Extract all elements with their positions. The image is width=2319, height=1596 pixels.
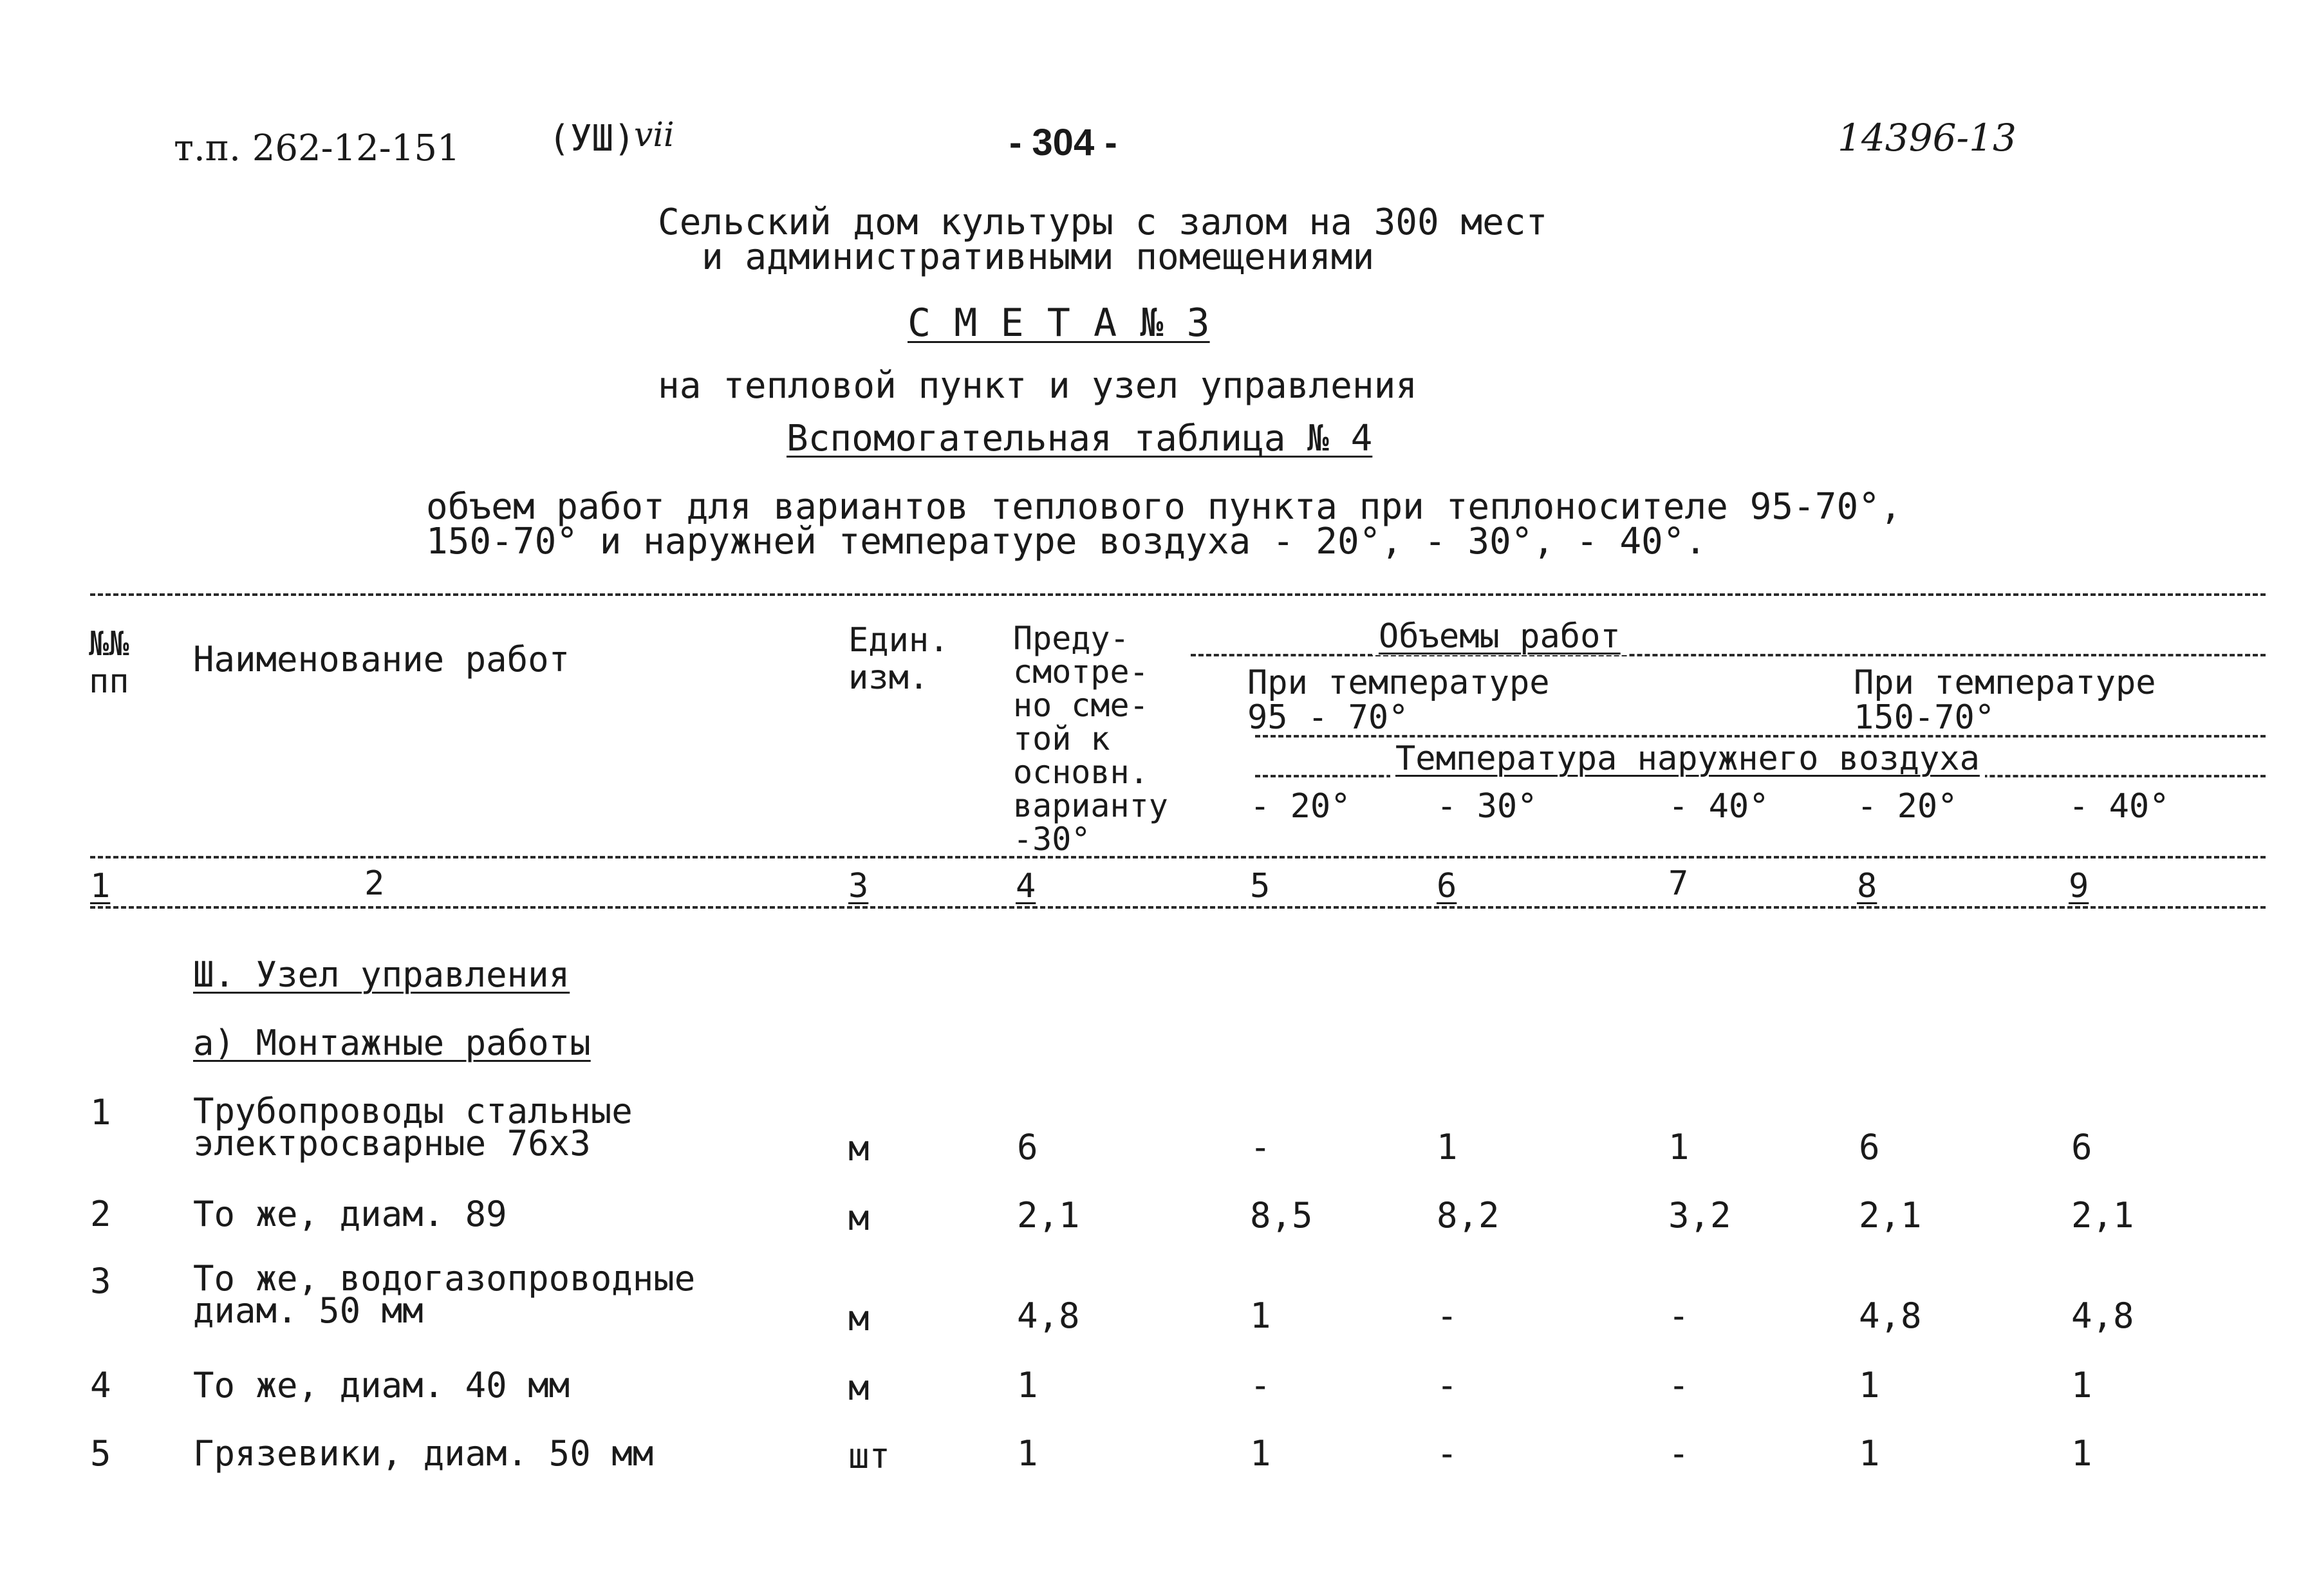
section-code: (УШ) xyxy=(548,118,635,160)
row-4-c6: - xyxy=(1437,1365,1458,1406)
head-bottom-rule xyxy=(90,856,2266,858)
subsection-heading: а) Монтажные работы xyxy=(193,1023,591,1063)
row-5-c5: 1 xyxy=(1250,1433,1271,1474)
row-5-num: 5 xyxy=(90,1433,111,1474)
row-1-c7: 1 xyxy=(1668,1127,1690,1167)
row-3-c5: 1 xyxy=(1250,1295,1271,1336)
row-4-c4: 1 xyxy=(1017,1365,1038,1406)
aux-table-title: Вспомогательная таблица № 4 xyxy=(787,418,1373,459)
col-head-planned: Преду- смотре- но сме- той к основн. варианту -30° xyxy=(1013,620,1168,858)
col-number-5: 5 xyxy=(1250,867,1271,905)
row-5-unit: шт xyxy=(848,1436,891,1476)
col-number-3: 3 xyxy=(848,867,869,905)
col-number-6: 6 xyxy=(1437,867,1457,905)
title-line-1: Сельский дом культуры с залом на 300 мест xyxy=(658,201,1548,243)
row-1-unit: м xyxy=(848,1128,870,1169)
col-number-2: 2 xyxy=(364,864,385,903)
row-2-c4: 2,1 xyxy=(1017,1195,1080,1236)
col-head-unit: Един. изм. xyxy=(848,621,949,697)
col-number-7: 7 xyxy=(1668,864,1689,903)
col-number-4: 4 xyxy=(1016,867,1036,905)
col-head-outdoor: Температура наружнего воздуха xyxy=(1390,740,1985,777)
row-2-c6: 8,2 xyxy=(1437,1195,1500,1236)
row-1-c8: 6 xyxy=(1859,1127,1880,1167)
row-3-name: То же, водогазопроводные диам. 50 мм xyxy=(193,1258,696,1331)
row-4-c5: - xyxy=(1250,1365,1271,1406)
row-4-name: То же, диам. 40 мм xyxy=(193,1365,570,1406)
description-line-2: 150-70° и наружней температуре воздуха - 20°, - 30°, - 40°. xyxy=(426,521,1707,562)
col-number-8: 8 xyxy=(1857,867,1877,905)
row-4-unit: м xyxy=(848,1368,870,1408)
description-line-1: объем работ для вариантов теплового пункта при теплоносителе 95-70°, xyxy=(426,486,1902,528)
row-4-c7: - xyxy=(1668,1365,1690,1406)
title-line-2: и административными помещениями xyxy=(702,236,1375,278)
row-5-c7: - xyxy=(1668,1433,1690,1474)
col-head-8: - 20° xyxy=(1857,787,1958,826)
row-5-c4: 1 xyxy=(1017,1433,1038,1474)
col-number-1: 1 xyxy=(90,867,111,905)
col-head-6: - 30° xyxy=(1437,787,1538,826)
col-head-volumes: Объемы работ xyxy=(1372,618,1627,655)
col-number-9: 9 xyxy=(2069,867,2089,905)
row-4-c8: 1 xyxy=(1859,1365,1880,1406)
col-head-num: №№ пп xyxy=(89,625,129,701)
section-handwritten: vii xyxy=(634,116,675,154)
row-2-num: 2 xyxy=(90,1194,111,1234)
col-numbers-rule xyxy=(90,906,2266,909)
row-1-c4: 6 xyxy=(1017,1127,1038,1167)
col-head-name: Наименование работ xyxy=(193,639,570,680)
table-top-rule xyxy=(90,593,2266,596)
col-head-9: - 40° xyxy=(2069,787,2170,826)
row-5-c8: 1 xyxy=(1859,1433,1880,1474)
row-3-c8: 4,8 xyxy=(1859,1295,1922,1336)
row-1-c6: 1 xyxy=(1437,1127,1458,1167)
col-head-temp-150: При температуре 150-70° xyxy=(1854,663,2156,737)
row-4-c9: 1 xyxy=(2071,1365,2092,1406)
estimate-title: С М Е Т А № 3 xyxy=(908,301,1210,346)
row-2-c8: 2,1 xyxy=(1859,1195,1922,1236)
row-5-name: Грязевики, диам. 50 мм xyxy=(193,1433,654,1474)
row-4-num: 4 xyxy=(90,1365,111,1406)
row-1-name: Трубопроводы стальные электросварные 76х3 xyxy=(193,1091,633,1164)
row-1-c5: - xyxy=(1250,1127,1271,1167)
section-heading: Ш. Узел управления xyxy=(193,954,570,995)
row-5-c6: - xyxy=(1437,1433,1458,1474)
volumes-rule xyxy=(1191,654,2266,656)
estimate-subject: на тепловой пункт и узел управления xyxy=(658,365,1418,407)
row-1-num: 1 xyxy=(90,1092,111,1133)
row-3-num: 3 xyxy=(90,1261,111,1301)
row-3-c9: 4,8 xyxy=(2071,1295,2134,1336)
row-1-c9: 6 xyxy=(2071,1127,2092,1167)
row-2-unit: м xyxy=(848,1198,870,1238)
row-5-c9: 1 xyxy=(2071,1433,2092,1474)
row-3-c7: - xyxy=(1668,1295,1690,1336)
col-head-5: - 20° xyxy=(1250,787,1351,826)
inventory-number: 14396-13 xyxy=(1838,116,2016,160)
col-head-7: - 40° xyxy=(1668,787,1769,826)
row-2-name: То же, диам. 89 xyxy=(193,1194,507,1234)
row-3-unit: м xyxy=(848,1298,870,1339)
page-number: - 304 - xyxy=(1009,122,1117,163)
row-3-c4: 4,8 xyxy=(1017,1295,1080,1336)
col-head-temp-95: При температуре 95 - 70° xyxy=(1247,663,1550,737)
row-2-c9: 2,1 xyxy=(2071,1195,2134,1236)
row-2-c7: 3,2 xyxy=(1668,1195,1731,1236)
doc-reference: т.п. 262-12-151 xyxy=(174,127,460,169)
row-3-c6: - xyxy=(1437,1295,1458,1336)
row-2-c5: 8,5 xyxy=(1250,1195,1313,1236)
